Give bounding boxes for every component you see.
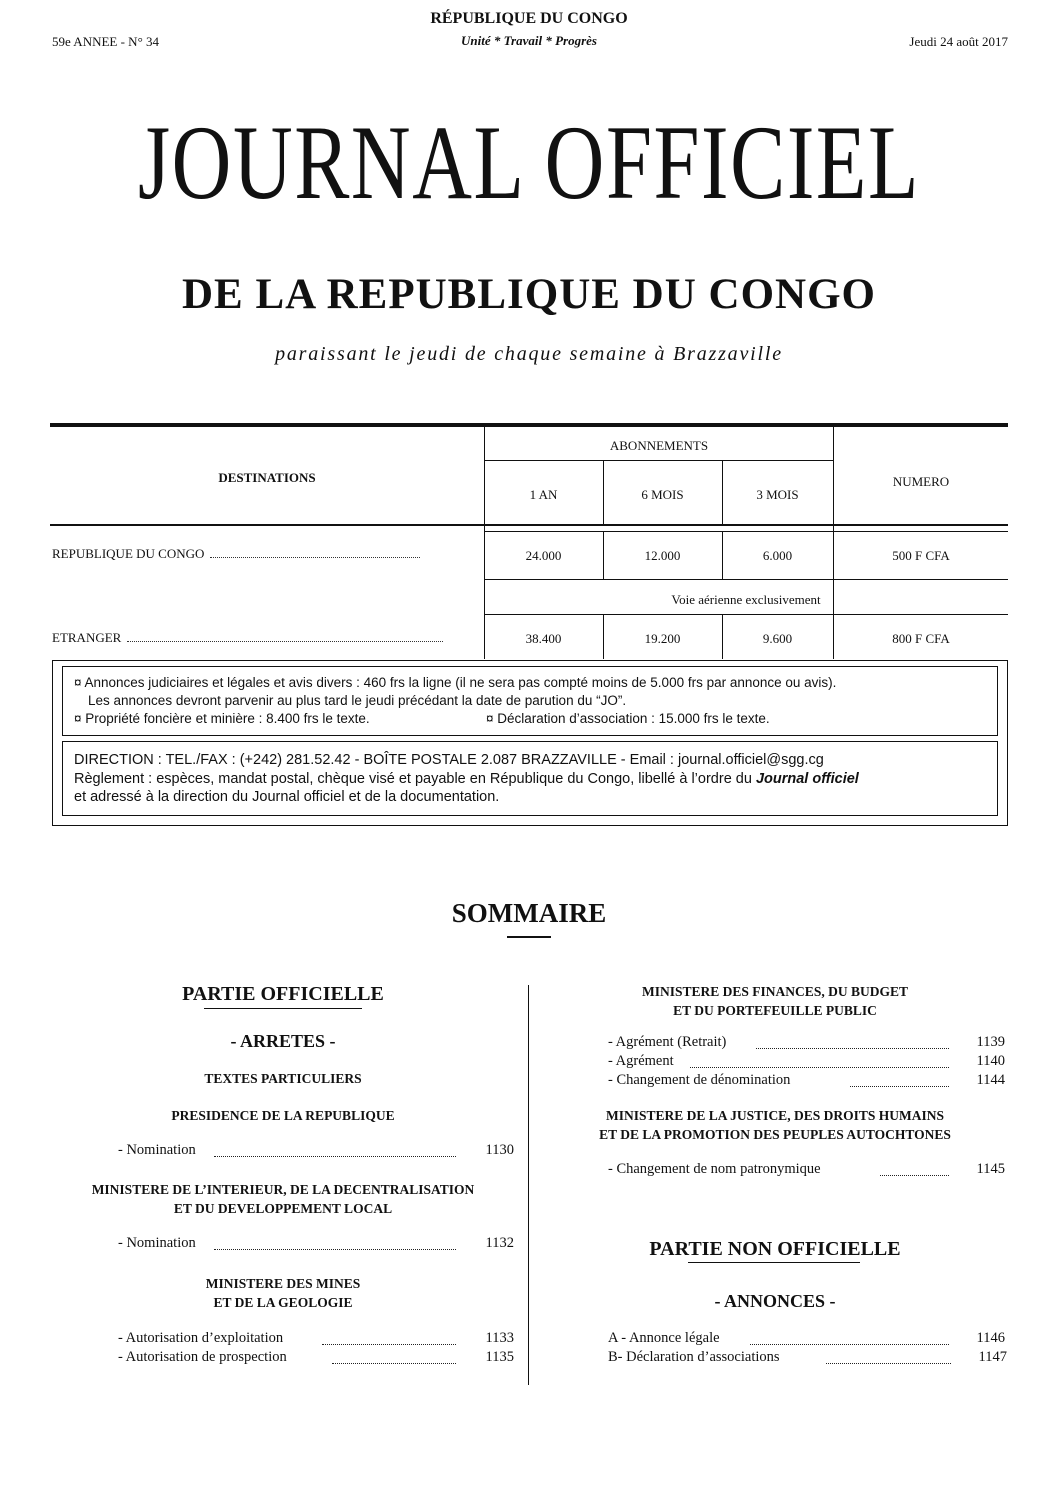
payment-terms (74, 771, 859, 787)
sommaire-title: SOMMAIRE (451, 898, 607, 928)
numero-header: NUMERO (892, 474, 950, 489)
table-header-rule (50, 524, 1008, 526)
textes-particuliers-heading: TEXTES PARTICULIERS (204, 1071, 362, 1086)
dot-leader (750, 1330, 949, 1345)
annonces-heading: - ANNONCES - (714, 1291, 836, 1311)
toc-entry (608, 1349, 1007, 1366)
ministry-heading: PRESIDENCE DE LA REPUBLIQUE (171, 1108, 395, 1123)
toc-label: - Changement de nom patronymique (608, 1161, 821, 1177)
dot-leader (826, 1349, 951, 1364)
numero-price-cell: 500 F CFA (892, 548, 950, 563)
toc-label: - Agrément (Retrait) (608, 1034, 727, 1050)
toc-page: 1133 (485, 1330, 514, 1346)
table-divider (484, 579, 1008, 580)
toc-page: 1146 (976, 1330, 1005, 1346)
table-divider (484, 427, 485, 659)
tariff-line: ¤ Propriété foncière et minière : 8.400 frs le texte. (74, 711, 370, 726)
destination-row-label (52, 546, 420, 562)
toc-entry (608, 1330, 1005, 1347)
price-cell: 6.000 (762, 548, 793, 563)
toc-label: - Nomination (118, 1235, 196, 1251)
price-cell: 19.200 (644, 631, 681, 646)
toc-page: 1145 (976, 1161, 1005, 1177)
partie-non-officielle-heading: PARTIE NON OFFICIELLE (649, 1238, 901, 1260)
toc-label: - Autorisation d’exploitation (118, 1330, 284, 1346)
payment-address: et adressé à la direction du Journal officiel et de la documentation. (74, 789, 500, 805)
toc-page: 1139 (976, 1034, 1005, 1050)
tariff-line: ¤ Déclaration d’association : 15.000 frs le texte. (486, 711, 770, 726)
toc-label: A - Annonce légale (608, 1330, 720, 1346)
heading-underline (688, 1262, 860, 1263)
national-motto: Unité * Travail * Progrès (460, 33, 597, 48)
toc-entry (118, 1349, 514, 1366)
ministry-heading: ET DE LA PROMOTION DES PEUPLES AUTOCHTONES (599, 1127, 951, 1142)
masthead-title: JOURNAL OFFICIEL (137, 104, 921, 221)
ministry-heading: ET DE LA GEOLOGIE (213, 1295, 353, 1310)
table-divider (484, 460, 834, 461)
dot-leader (332, 1349, 456, 1364)
toc-page: 1144 (976, 1072, 1005, 1088)
abonnements-header: ABONNEMENTS (609, 438, 709, 453)
dot-leader (214, 1235, 456, 1250)
toc-label: - Agrément (608, 1053, 674, 1069)
toc-page: 1140 (976, 1053, 1005, 1069)
toc-label: - Autorisation de prospection (118, 1349, 287, 1365)
column-separator (528, 985, 529, 1385)
partie-officielle-heading: PARTIE OFFICIELLE (182, 983, 384, 1005)
country-name: RÉPUBLIQUE DU CONGO (430, 10, 628, 27)
ministry-heading: ET DU DEVELOPPEMENT LOCAL (173, 1201, 393, 1216)
toc-page: 1130 (485, 1142, 514, 1158)
dot-leader (210, 547, 420, 558)
dot-leader (690, 1053, 949, 1068)
toc-page: 1132 (485, 1235, 514, 1251)
toc-label: - Changement de dénomination (608, 1072, 791, 1088)
toc-page: 1147 (978, 1349, 1007, 1365)
toc-entry (608, 1034, 1005, 1051)
toc-entry (608, 1053, 1005, 1070)
sommaire-underline (507, 936, 551, 938)
dot-leader (756, 1034, 949, 1049)
table-divider (484, 531, 1008, 532)
toc-page: 1135 (485, 1349, 514, 1365)
period-header: 6 MOIS (641, 487, 684, 502)
tariff-line: Les annonces devront parvenir au plus tard le jeudi précédant la date de parution du “JO”. (88, 693, 627, 708)
destination-name: ETRANGER (52, 630, 122, 645)
toc-entry (608, 1161, 1005, 1178)
dot-leader (127, 631, 443, 642)
dot-leader (880, 1161, 949, 1176)
ministry-heading: MINISTERE DE LA JUSTICE, DES DROITS HUMAINS (606, 1108, 944, 1123)
numero-price-cell: 800 F CFA (892, 631, 950, 646)
price-cell: 9.600 (762, 631, 793, 646)
direction-contact: DIRECTION : TEL./FAX : (+242) 281.52.42 - BOÎTE POSTALE 2.087 BRAZZAVILLE - Email : journal.officiel@sgg.cg (74, 752, 824, 768)
period-header: 3 MOIS (756, 487, 799, 502)
toc-label: B- Déclaration d’associations (608, 1349, 780, 1365)
toc-entry (118, 1330, 514, 1347)
tariff-line: ¤ Annonces judiciaires et légales et avis divers : 460 frs la ligne (il ne sera pas compté moins de 5.000 frs par annonce ou avis). (74, 675, 837, 690)
dot-leader (322, 1330, 456, 1345)
payment-terms-text: Règlement : espèces, mandat postal, chèque visé et payable en République du Congo, libellé à l’ordre du (74, 771, 756, 787)
ministry-heading: MINISTERE DES FINANCES, DU BUDGET (642, 984, 908, 999)
toc-entry (118, 1235, 514, 1252)
destination-row-label (52, 630, 443, 646)
toc-entry (608, 1072, 1005, 1089)
dot-leader (214, 1142, 456, 1157)
air-mail-note: Voie aérienne exclusivement (671, 592, 821, 607)
masthead-tagline: paraissant le jeudi de chaque semaine à Brazzaville (275, 343, 783, 365)
masthead-subtitle: DE LA REPUBLIQUE DU CONGO (182, 271, 876, 318)
heading-underline (204, 1008, 362, 1009)
price-cell: 24.000 (525, 548, 562, 563)
publication-date: Jeudi 24 août 2017 (909, 34, 1008, 49)
ministry-heading: ET DU PORTEFEUILLE PUBLIC (673, 1003, 877, 1018)
destination-name: REPUBLIQUE DU CONGO (52, 546, 205, 561)
ministry-heading: MINISTERE DE L’INTERIEUR, DE LA DECENTRALISATION (91, 1182, 475, 1197)
toc-label: - Nomination (118, 1142, 196, 1158)
arretes-heading: - ARRETES - (230, 1031, 336, 1051)
issue-number: 59e ANNEE - N° 34 (52, 34, 160, 49)
ministry-heading: MINISTERE DES MINES (205, 1276, 361, 1291)
table-top-rule (50, 423, 1008, 427)
destinations-header: DESTINATIONS (218, 470, 316, 485)
table-divider (484, 614, 1008, 615)
journal-name: Journal officiel (755, 771, 859, 787)
table-divider (833, 427, 834, 659)
price-cell: 12.000 (644, 548, 681, 563)
dot-leader (850, 1072, 949, 1087)
toc-entry (118, 1142, 514, 1159)
price-cell: 38.400 (525, 631, 562, 646)
period-header: 1 AN (529, 487, 558, 502)
